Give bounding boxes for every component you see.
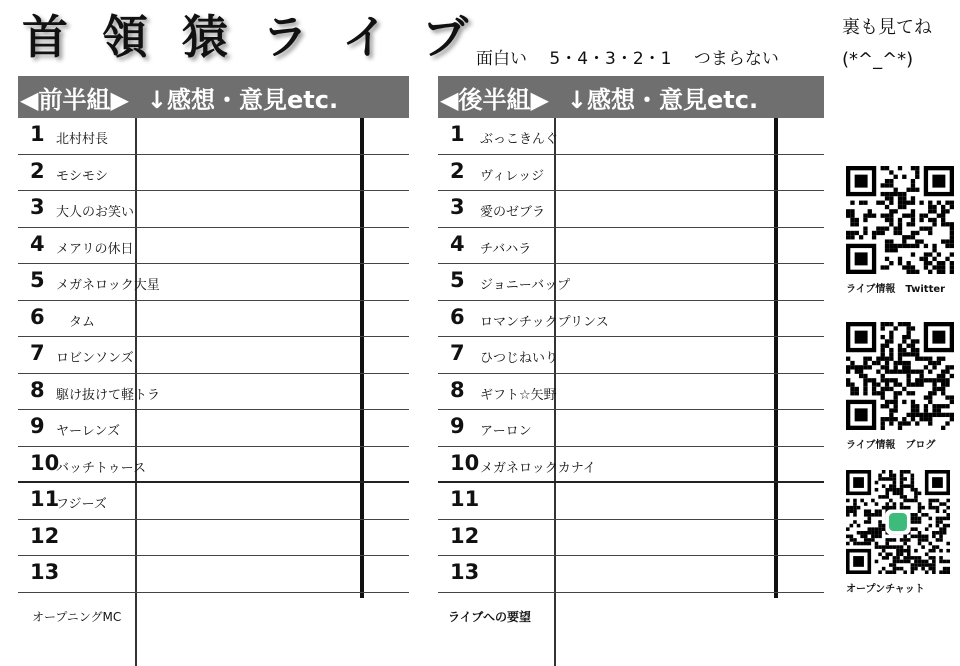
row-number: 7 <box>450 341 465 365</box>
table-row[interactable] <box>438 118 824 155</box>
footer-row <box>438 593 824 633</box>
title-char: ラ <box>262 10 308 64</box>
back-note <box>842 12 932 76</box>
row-number: 6 <box>30 304 45 329</box>
title-char: 首 <box>22 10 68 64</box>
table-row[interactable] <box>438 410 824 447</box>
table-row[interactable] <box>18 264 409 301</box>
qr-code-icon <box>846 166 954 274</box>
row-number: 2 <box>450 158 465 183</box>
title-char: 領 <box>102 10 148 64</box>
performer-name: ぶっこきんぐ <box>480 132 559 147</box>
performer-name: チバハラ <box>480 241 532 257</box>
page-title <box>22 4 468 64</box>
table-row[interactable] <box>438 556 824 593</box>
comment-label: ↓感想・意見etc. <box>146 85 339 114</box>
performer-name: フジーズ <box>56 497 107 512</box>
table-row[interactable] <box>18 118 409 155</box>
panel-header <box>18 76 409 118</box>
first-half-panel <box>18 76 409 633</box>
rating-scale: 面白い 5・4・3・2・1 つまらない <box>476 49 779 69</box>
table-row[interactable] <box>18 447 409 484</box>
row-number: 11 <box>450 487 480 511</box>
row-number: 5 <box>30 268 45 292</box>
table-row[interactable] <box>438 483 824 520</box>
performer-name: メアリの休日 <box>56 241 134 257</box>
entry-table <box>438 118 824 593</box>
table-row[interactable] <box>18 228 409 265</box>
row-number: 9 <box>30 414 45 438</box>
row-number: 11 <box>30 487 60 511</box>
qr-caption: オープンチャット <box>846 584 925 595</box>
qr-code-icon <box>846 470 950 574</box>
qr-twitter[interactable] <box>846 166 956 295</box>
qr-caption: ライブ情報 ブログ <box>846 440 936 451</box>
back-note-line2: (*^_^*) <box>842 49 914 70</box>
row-number: 10 <box>450 450 480 475</box>
table-row[interactable] <box>438 374 824 411</box>
table-row[interactable] <box>438 337 824 374</box>
row-number: 3 <box>450 195 465 219</box>
table-row[interactable] <box>438 228 824 265</box>
table-row[interactable] <box>18 337 409 374</box>
row-number: 6 <box>450 304 465 329</box>
table-row[interactable] <box>438 301 824 338</box>
table-row[interactable] <box>18 374 409 411</box>
performer-name: 北村村長 <box>56 132 109 147</box>
row-number: 1 <box>450 122 465 146</box>
performer-name: メガネロック大星 <box>56 278 160 293</box>
row-number: 8 <box>30 377 45 402</box>
performer-name: モシモシ <box>56 168 109 184</box>
table-row[interactable] <box>18 483 409 520</box>
row-number: 13 <box>450 560 480 584</box>
performer-name: ロマンチックプリンス <box>480 314 609 330</box>
row-number: 2 <box>30 158 45 183</box>
qr-caption: ライブ情報 Twitter <box>846 284 946 295</box>
footer-label: オープニングMC <box>32 609 122 624</box>
comment-label: ↓感想・意見etc. <box>566 85 759 114</box>
title-char: ブ <box>422 10 468 64</box>
qr-code-icon <box>846 322 954 430</box>
entry-table <box>18 118 409 593</box>
title-char: 猿 <box>182 10 228 64</box>
performer-name: ギフト☆矢野 <box>480 387 557 403</box>
row-number: 5 <box>450 268 465 292</box>
performer-name: ひつじねいり <box>480 351 559 366</box>
row-number: 7 <box>30 341 45 365</box>
group-label: ◀前半組▶ <box>20 85 129 114</box>
panel-header <box>438 76 824 118</box>
row-number: 13 <box>30 560 60 584</box>
performer-name: 愛のゼブラ <box>480 205 546 220</box>
performer-name: バッチトゥース <box>56 460 147 476</box>
footer-label: ライブへの要望 <box>448 609 532 624</box>
second-half-panel <box>438 76 824 633</box>
row-number: 3 <box>30 195 45 219</box>
performer-name: ジョニーバップ <box>480 278 571 293</box>
qr-blog[interactable] <box>846 322 956 451</box>
row-number: 12 <box>30 523 60 548</box>
table-row[interactable] <box>18 556 409 593</box>
table-row[interactable] <box>18 301 409 338</box>
table-row[interactable] <box>438 447 824 484</box>
performer-name: ヴィレッジ <box>480 168 545 184</box>
row-number: 8 <box>450 377 465 402</box>
row-number: 10 <box>30 450 60 475</box>
row-number: 4 <box>30 231 45 256</box>
table-row[interactable] <box>438 520 824 557</box>
row-number: 9 <box>450 414 465 438</box>
table-row[interactable] <box>18 155 409 192</box>
title-char: イ <box>342 10 388 64</box>
table-row[interactable] <box>438 155 824 192</box>
performer-name: ロビンソンズ <box>56 351 134 366</box>
performer-name: 駆け抜けて軽トラ <box>56 387 161 403</box>
row-number: 4 <box>450 231 465 256</box>
table-row[interactable] <box>438 191 824 228</box>
row-number: 12 <box>450 523 480 548</box>
performer-name: ヤーレンズ <box>56 424 121 439</box>
performer-name: メガネロックカナイ <box>480 460 596 476</box>
table-row[interactable] <box>18 191 409 228</box>
table-row[interactable] <box>18 410 409 447</box>
footer-row <box>18 593 409 633</box>
group-label: ◀後半組▶ <box>440 85 549 114</box>
performer-name: アーロン <box>480 424 532 439</box>
qr-openchat[interactable] <box>846 470 956 595</box>
performer-name: タム <box>56 314 96 330</box>
row-number: 1 <box>30 122 45 146</box>
performer-name: 大人のお笑い <box>56 205 135 220</box>
table-row[interactable] <box>438 264 824 301</box>
table-row[interactable] <box>18 520 409 557</box>
back-note-line1: 裏も見てね <box>842 17 932 38</box>
